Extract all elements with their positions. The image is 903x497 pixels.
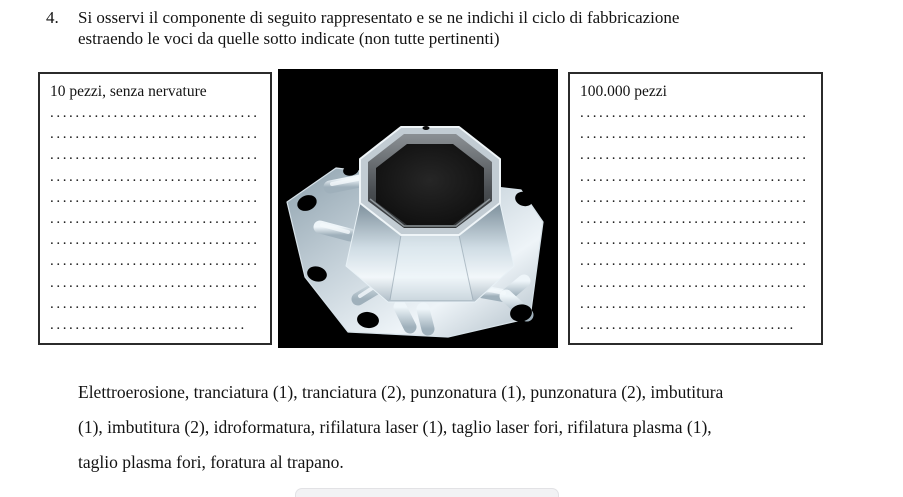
answer-line: .................................: [50, 274, 260, 291]
answer-line: .................................: [50, 232, 260, 249]
answer-line: .................................: [50, 253, 260, 270]
answer-line: ....................................: [580, 295, 809, 312]
question-number: 4.: [46, 8, 59, 27]
question-text-line-2: estraendo le voci da quelle sotto indicate (non tutte pertinenti): [78, 29, 500, 48]
answer-line: .................................: [50, 168, 260, 185]
component-photo: [278, 69, 558, 348]
options-line-3: taglio plasma fori, foratura al trapano.: [78, 452, 344, 472]
answer-line: .................................: [50, 189, 260, 206]
answer-line: .................................: [50, 295, 260, 312]
answer-box-left-header: 10 pezzi, senza nervature: [50, 83, 207, 100]
options-line-2: (1), imbutitura (2), idroformatura, rifilatura laser (1), taglio laser fori, rifilatura plasma (1),: [78, 417, 712, 437]
answer-line: ....................................: [580, 253, 809, 270]
answer-line: .................................: [50, 126, 260, 143]
answer-box-10-pezzi: [38, 72, 272, 345]
answer-line: ....................................: [580, 189, 809, 206]
answer-line: .................................: [50, 105, 260, 121]
answer-line: ....................................: [580, 105, 809, 121]
options-line-1: Elettroerosione, tranciatura (1), tranciatura (2), punzonatura (1), punzonatura (2), imbutitura: [78, 382, 724, 402]
answer-line: ....................................: [580, 274, 809, 291]
question-text: [78, 7, 818, 49]
answer-line-last: ..................................: [580, 317, 796, 334]
bottom-overlay-bar[interactable]: [295, 488, 559, 497]
answer-line: ....................................: [580, 126, 809, 143]
question-text-line-1: Si osservi il componente di seguito rappresentato e se ne indichi il ciclo di fabbricazione: [78, 8, 680, 27]
answer-line: .................................: [50, 211, 260, 228]
answer-line: ....................................: [580, 232, 809, 249]
answer-line: ....................................: [580, 147, 809, 164]
answer-line: ....................................: [580, 168, 809, 185]
answer-line: .................................: [50, 147, 260, 164]
options-paragraph: [78, 375, 848, 480]
answer-line-last: ...............................: [50, 317, 247, 334]
answer-box-right-header: 100.000 pezzi: [580, 83, 667, 100]
answer-line: ....................................: [580, 211, 809, 228]
answer-box-100000-pezzi: [568, 72, 823, 345]
metal-bracket-illustration: [278, 69, 558, 348]
